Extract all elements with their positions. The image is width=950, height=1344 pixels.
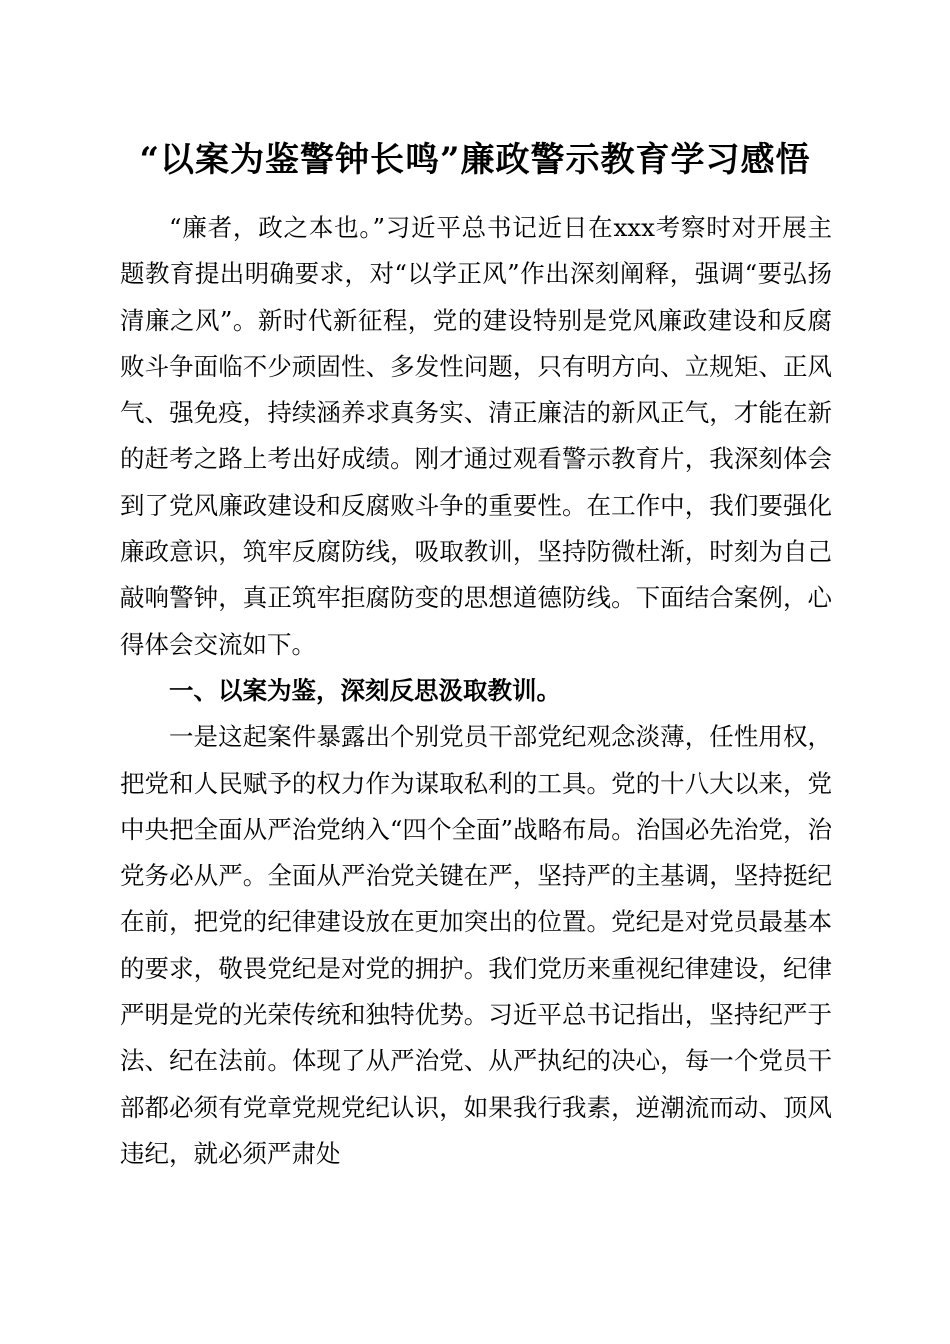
document-body xyxy=(120,205,832,1177)
intro-paragraph: “廉者，政之本也。”习近平总书记近日在xxx考察时对开展主题教育提出明确要求，对“以学正风”作出深刻阐释，强调“要弘扬清廉之风”。新时代新征程，党的建设特别是党风廉政建设和反腐败斗争面临不少顽固性、多发性问题，只有明方向、立规矩、正风气、强免疫，持续涵养求真务实、清正廉洁的新风正气，才能在新的赶考之路上考出好成绩。刚才通过观看警示教育片，我深刻体会到了党风廉政建设和反腐败斗争的重要性。在工作中，我们要强化廉政意识，筑牢反腐防线，吸取教训，坚持防微杜渐，时刻为自己敲响警钟，真正筑牢拒腐防变的思想道德防线。下面结合案例，心得体会交流如下。 xyxy=(120,213,832,659)
document-title: “以案为鉴警钟长鸣”廉政警示教育学习感悟 xyxy=(139,140,811,180)
section-paragraph: 一是这起案件暴露出个别党员干部党纪观念淡薄，任性用权，把党和人民赋予的权力作为谋取私利的工具。党的十八大以来，党中央把全面从严治党纳入“四个全面”战略布局。治国必先治党，治党务必从严。全面从严治党关键在严，坚持严的主基调，坚持挺纪在前，把党的纪律建设放在更加突出的位置。党纪是对党员最基本的要求，敬畏党纪是对党的拥护。我们党历来重视纪律建设，纪律严明是党的光荣传统和独特优势。习近平总书记指出，坚持纪严于法、纪在法前。体现了从严治党、从严执纪的决心，每一个党员干部都必须有党章党规党纪认识，如果我行我素，逆潮流而动、顶风违纪，就必须严肃处 xyxy=(120,722,832,1168)
section-heading: 一、以案为鉴，深刻反思汲取教训。 xyxy=(169,675,561,705)
